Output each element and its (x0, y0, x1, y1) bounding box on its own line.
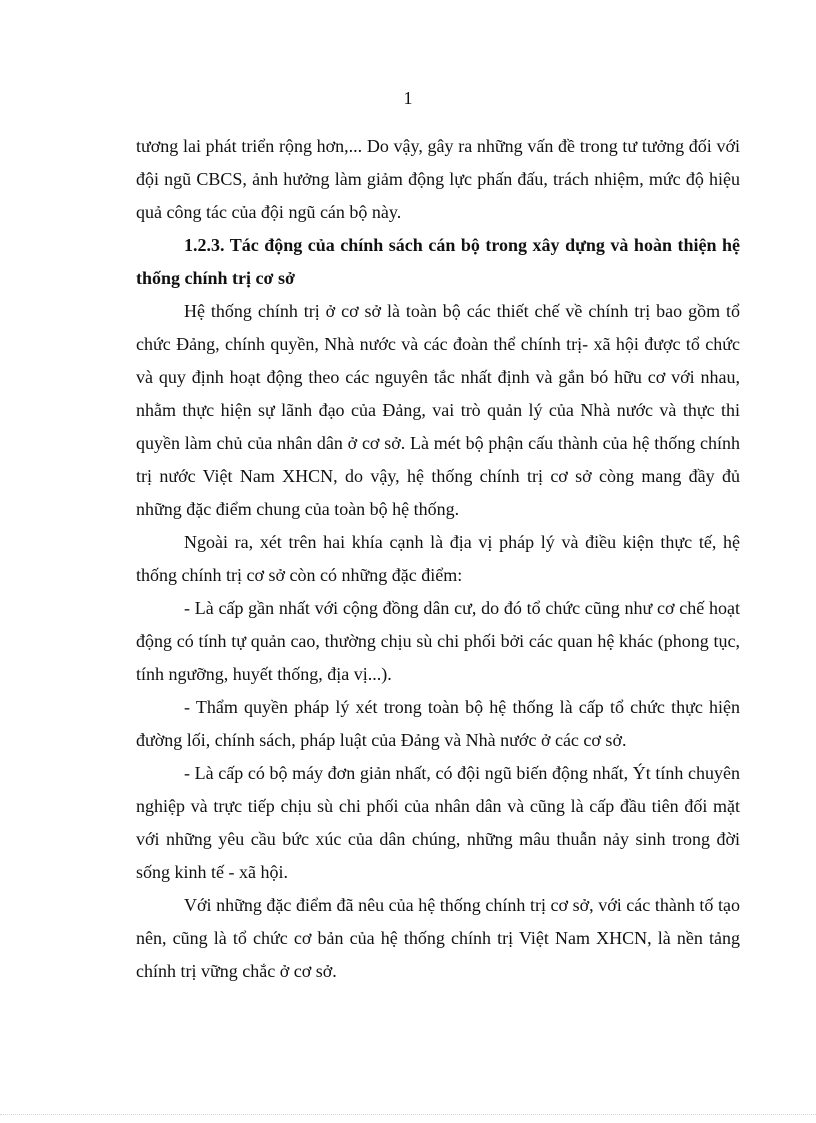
page-bottom-divider (0, 1114, 816, 1115)
paragraph-features-intro: Ngoài ra, xét trên hai khía cạnh là địa vị pháp lý và điều kiện thực tế, hệ thống chính trị cơ sở còn có những đặc điểm: (136, 532, 740, 585)
bullet-item-1: - Là cấp gần nhất với cộng đồng dân cư, do đó tổ chức cũng như cơ chế hoạt động có tính tự quản cao, thường chịu sù chi phối bởi các quan hệ khác (phong tục, tính ngưỡng, huyết thống, địa vị...). (136, 598, 740, 684)
paragraph-definition: Hệ thống chính trị ở cơ sở là toàn bộ các thiết chế về chính trị bao gồm tổ chức Đảng, chính quyền, Nhà nước và các đoàn thể chính trị- xã hội được tổ chức và quy định hoạt động theo các nguyên tắc nhất định và gắn bó hữu cơ với nhau, nhằm thực hiện sự lãnh đạo của Đảng, vai trò quản lý của Nhà nước và thực thi quyền làm chủ của nhân dân ở cơ sở. Là mét bộ phận cấu thành của hệ thống chính trị nước Việt Nam XHCN, do vậy, hệ thống chính trị cơ sở còng mang đầy đủ những đặc điểm chung của toàn bộ hệ thống. (136, 301, 740, 519)
bullet-item-3: - Là cấp có bộ máy đơn giản nhất, có đội ngũ biến động nhất, Ýt tính chuyên nghiệp và trực tiếp chịu sù chi phối của nhân dân và cũng là cấp đầu tiên đối mặt với những yêu cầu bức xúc của dân chúng, những mâu thuẫn nảy sinh trong đời sống kinh tế - xã hội. (136, 763, 740, 882)
paragraph-conclusion: Với những đặc điểm đã nêu của hệ thống chính trị cơ sở, với các thành tố tạo nên, cũng là tổ chức cơ bản của hệ thống chính trị Việt Nam XHCN, là nền tảng chính trị vững chắc ở cơ sở. (136, 895, 740, 981)
section-heading: 1.2.3. Tác động của chính sách cán bộ trong xây dựng và hoàn thiện hệ thống chính trị cơ sở (136, 235, 740, 288)
page-number: 1 (403, 88, 413, 108)
paragraph-continued: tương lai phát triển rộng hơn,... Do vậy, gây ra những vấn đề trong tư tưởng đối với đội ngũ CBCS, ảnh hưởng làm giảm động lực phấn đấu, trách nhiệm, mức độ hiệu quả công tác của đội ngũ cán bộ này. (136, 136, 740, 222)
document-body (136, 130, 740, 988)
bullet-item-2: - Thẩm quyền pháp lý xét trong toàn bộ hệ thống là cấp tổ chức thực hiện đường lối, chính sách, pháp luật của Đảng và Nhà nước ở các cơ sở. (136, 697, 740, 750)
